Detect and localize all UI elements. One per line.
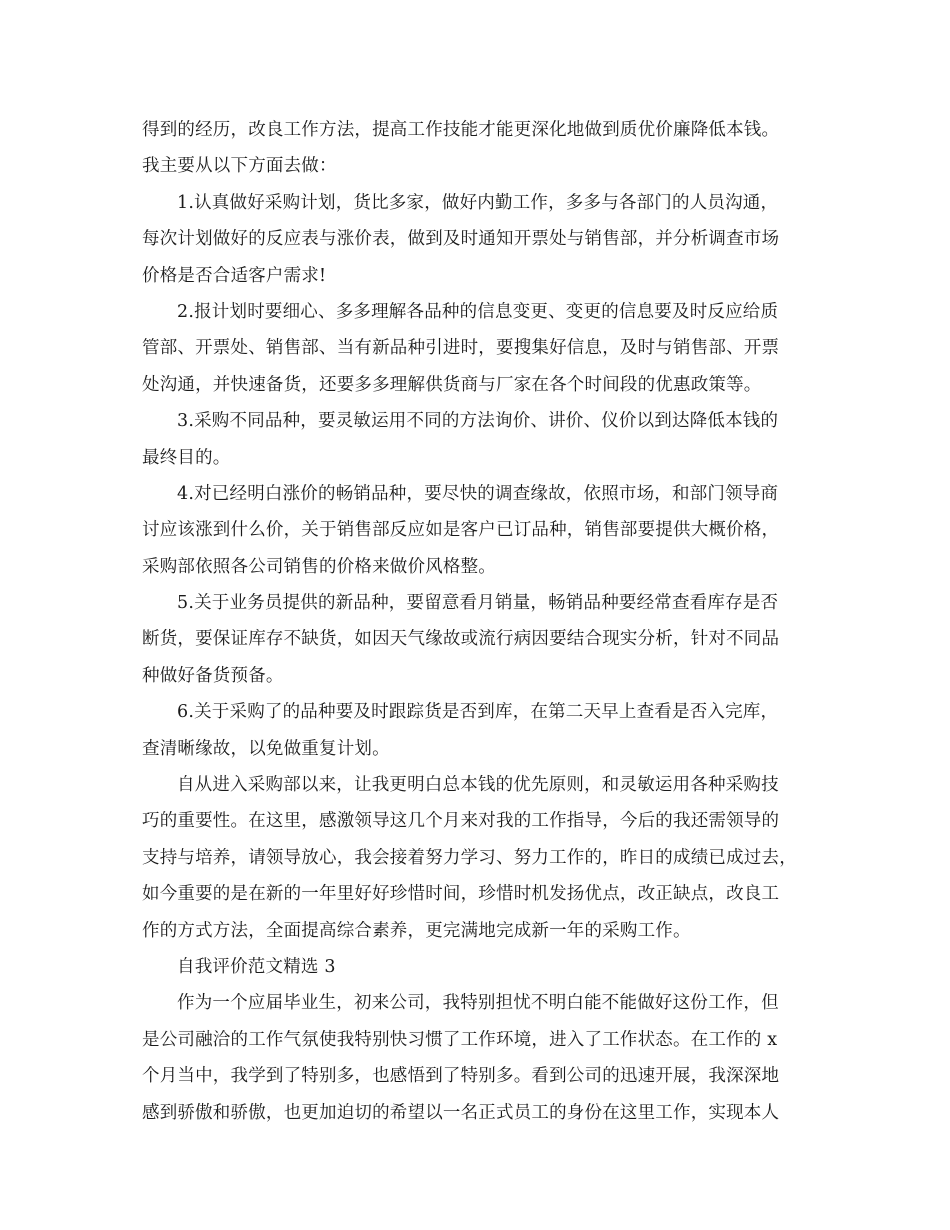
text-line: 采购部依照各公司销售的价格来做价风格整。: [142, 556, 496, 577]
section-heading: 自我评价范文精选 3: [177, 956, 336, 977]
text-line: 种做好备货预备。: [142, 665, 284, 686]
text-line: 个月当中，我学到了特别多，也感悟到了特别多。看到公司的迅速开展，我深深地: [142, 1066, 780, 1087]
text-line: 得到的经历，改良工作方法，提高工作技能才能更深化地做到质优价廉降低本钱。: [142, 120, 780, 140]
text-line: 作的方式方法，全面提高综合素养，更完满地完成新一年的采购工作。: [142, 920, 691, 941]
text-line: 我主要从以下方面去做：: [142, 156, 337, 177]
text-line: 管部、开票处、销售部、当有新品种引进时，要搜集好信息，及时与销售部、开票: [142, 338, 780, 359]
document-body: [142, 112, 832, 1131]
text-line: 是公司融洽的工作气氛使我特别快习惯了工作环境，进入了工作状态。在工作的 x: [142, 1029, 778, 1050]
text-line: 断货，要保证库存不缺货，如因天气缘故或流行病因要结合现实分析，针对不同品: [142, 629, 780, 650]
text-line: 如今重要的是在新的一年里好好珍惜时间，珍惜时机发扬优点，改正缺点，改良工: [142, 884, 780, 905]
text-line: 价格是否合适客户需求!: [142, 265, 327, 286]
text-line: 感到骄傲和骄傲，也更加迫切的希望以一名正式员工的身份在这里工作，实现本人: [142, 1102, 780, 1123]
text-line: 支持与培养，请领导放心，我会接着努力学习、努力工作的，昨日的成绩已成过去，: [142, 847, 797, 868]
text-line: 处沟通，并快速备货，还要多多理解供货商与厂家在各个时间段的优惠政策等。: [142, 374, 762, 395]
list-item-6: 6.关于采购了的品种要及时跟踪货是否到库，在第二天早上查看是否入完库，: [177, 702, 779, 723]
text-line: 每次计划做好的反应表与涨价表，做到及时通知开票处与销售部，并分析调查市场: [142, 229, 780, 250]
paragraph-start: 作为一个应届毕业生，初来公司，我特别担忧不明白能不能做好这份工作，但: [177, 993, 779, 1014]
text-line: 巧的重要性。在这里，感激领导这几个月来对我的工作指导，今后的我还需领导的: [142, 811, 780, 832]
text-line: 最终目的。: [142, 447, 231, 468]
text-line: 查清晰缘故，以免做重复计划。: [142, 738, 390, 759]
list-item-1: 1.认真做好采购计划，货比多家，做好内勤工作，多多与各部门的人员沟通，: [177, 192, 779, 213]
list-item-4: 4.对已经明白涨价的畅销品种，要尽快的调查缘故，依照市场，和部门领导商: [177, 483, 779, 504]
list-item-2: 2.报计划时要细心、多多理解各品种的信息变更、变更的信息要及时反应给质: [177, 301, 779, 322]
paragraph-start: 自从进入采购部以来，让我更明白总本钱的优先原则，和灵敏运用各种采购技: [177, 775, 779, 796]
text-line: 讨应该涨到什么价，关于销售部反应如是客户已订品种，销售部要提供大概价格，: [142, 520, 780, 541]
list-item-5: 5.关于业务员提供的新品种，要留意看月销量，畅销品种要经常查看库存是否: [177, 593, 779, 614]
list-item-3: 3.采购不同品种，要灵敏运用不同的方法询价、讲价、仪价以到达降低本钱的: [177, 411, 779, 432]
